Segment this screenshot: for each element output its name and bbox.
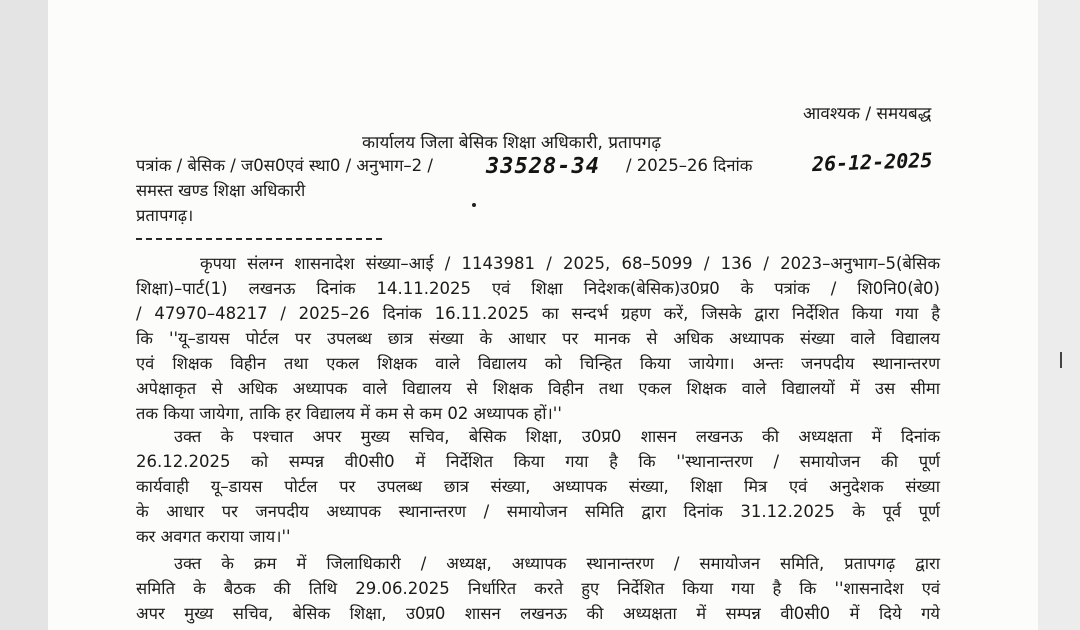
- body-line: तक किया जायेगा, ताकि हर विद्यालय में कम से कम 02 अध्यापक हों।'': [136, 404, 562, 423]
- page-margin: [1038, 0, 1080, 630]
- body-line: / 47970–48217 / 2025–26 दिनांक 16.11.2025 का सन्दर्भ ग्रहण करें, जिसके द्वारा निर्देशित किया गया है: [136, 304, 940, 323]
- body-line: एवं शिक्षक विहीन तथा एकल शिक्षक वाले विद्यालय को चिन्हित किया जायेगा। अन्तः जनपदीय स्थानान्तरण: [136, 354, 940, 373]
- reference-year: / 2025–26 दिनांक: [626, 156, 753, 175]
- margin-mark: [1060, 352, 1062, 368]
- body-line: उक्त के पश्चात अपर मुख्य सचिव, बेसिक शिक्षा, उ0प्र0 शासन लखनऊ की अध्यक्षता में दिनांक: [174, 427, 940, 446]
- body-line: अपर मुख्य सचिव, बेसिक शिक्षा, उ0प्र0 शासन लखनऊ की अध्यक्षता में सम्पन्न वी0सी0 में दिये गये: [136, 604, 940, 623]
- office-heading: कार्यालय जिला बेसिक शिक्षा अधिकारी, प्रतापगढ़: [362, 133, 661, 153]
- body-line: कि ''यू–डायस पोर्टल पर उपलब्ध छात्र संख्या के आधार पर मानक से अधिक अध्यापक संख्या वाले विद्यालय: [136, 329, 940, 348]
- ink-dot: [472, 203, 476, 207]
- body-line: अपेक्षाकृत से अधिक अध्यापक वाले विद्यालय से शिक्षक विहीन तथा एकल शिक्षक वाले विद्यालयों में उस सीमा: [136, 379, 940, 398]
- recipient-line-2: प्रतापगढ़।: [136, 206, 194, 225]
- recipient-line-1: समस्त खण्ड शिक्षा अधिकारी: [136, 181, 306, 200]
- reference-prefix: पत्रांक / बेसिक / ज0स0एवं स्था0 / अनुभाग–2 /: [136, 156, 433, 175]
- body-line: 26.12.2025 को सम्पन्न वी0सी0 में निर्देशित किया गया है कि ''स्थानान्तरण / समायोजन की पूर्ण: [136, 452, 940, 471]
- body-line: समिति के बैठक की तिथि 29.06.2025 निर्धारित करते हुए निर्देशित किया गया है कि ''शासनादेश एवं: [136, 579, 940, 598]
- handwritten-date: 26-12-2025: [811, 147, 933, 177]
- body-line: उक्त के क्रम में जिलाधिकारी / अध्यक्ष, अध्यापक स्थानान्तरण / समायोजन समिति, प्रतापगढ़ द्वारा: [174, 554, 940, 573]
- separator-rule: [136, 238, 382, 240]
- body-line: कार्यवाही यू–डायस पोर्टल पर उपलब्ध छात्र संख्या, अध्यापक संख्या, शिक्षा मित्र एवं अनुदेशक संख्या: [136, 477, 940, 496]
- urgency-tag: आवश्यक / समयबद्ध: [803, 104, 932, 124]
- reference-number: 33528-34: [486, 154, 600, 179]
- body-line: शिक्षा)–पार्ट(1) लखनऊ दिनांक 14.11.2025 एवं शिक्षा निदेशक(बेसिक)उ0प्र0 के पत्रांक / शि0नि0(बे0): [136, 279, 940, 298]
- body-line: कृपया संलग्न शासनादेश संख्या–आई / 1143981 / 2025, 68–5099 / 136 / 2023–अनुभाग–5(बेसिक: [200, 254, 940, 273]
- body-line: कर अवगत कराया जाय।'': [136, 527, 291, 546]
- body-line: के आधार पर जनपदीय अध्यापक स्थानान्तरण / समायोजन समिति द्वारा दिनांक 31.12.2025 के पूर्व पूर्ण: [136, 502, 940, 521]
